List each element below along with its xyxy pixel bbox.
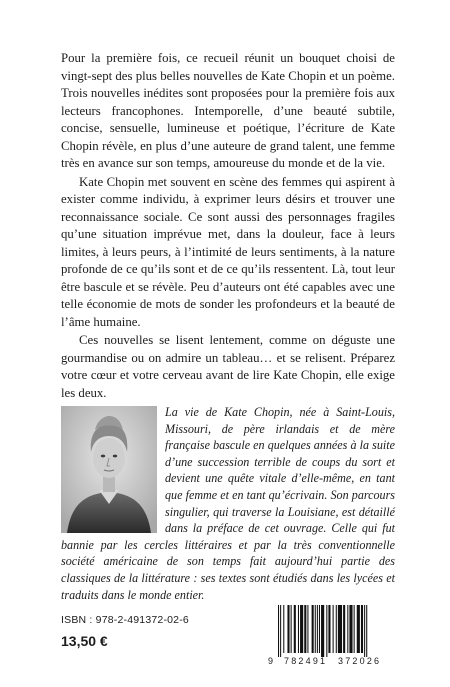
barcode-bar xyxy=(283,605,284,653)
author-bio-text: La vie de Kate Chopin, née à Saint-Louis, Missouri, de père irlandais et de mère française bascule en quelques années à la suite d’une succession terrible de coups du sort et devient une quête vitale d’elle-même, en tant que femme et en tant qu’écrivain. Son parcours singulier, qui traverse la Louisiane, est détaillé dans la préface de cet ouvrage. Celle qui fut bannie par les cercles littéraires et par la très conventionnelle société américaine de son temps fait aujourd’hui partie des classiques de la littérature : ses textes sont étudiés dans les lycées et traduits dans le monde entier. xyxy=(61,405,395,602)
author-portrait-image xyxy=(61,406,157,533)
barcode-bar xyxy=(349,605,352,653)
barcode-bar xyxy=(328,605,330,653)
intro-paragraph-1: Pour la première fois, ce recueil réunit un bouquet choisi de vingt-sept des plus belles nouvelles de Kate Chopin et un poème. Trois nouvelles inédites sont proposées pour la première fois aux lecteurs francophones. Intemporelle, d’une beauté subtile, concise, sensuelle, lumineuse et poétique, l’écriture de Kate Chopin révèle, en plus d’une auteure de grand talent, une femme très en avance sur son temps, amoureuse du monde et de la vie. xyxy=(61,51,395,170)
barcode-bar xyxy=(307,605,308,653)
barcode-bar xyxy=(366,605,367,657)
isbn-label: ISBN : 978-2-491372-02-6 xyxy=(61,614,189,626)
barcode-bar xyxy=(321,605,324,657)
barcode-bar xyxy=(354,605,355,653)
barcode-bar xyxy=(336,605,337,653)
barcode-bar xyxy=(317,605,318,653)
ean-barcode xyxy=(268,605,392,667)
barcode-bar xyxy=(298,605,299,653)
author-bio-section xyxy=(61,404,395,603)
barcode-bar xyxy=(304,605,306,653)
barcode-bar xyxy=(319,605,320,653)
barcode-bar xyxy=(364,605,365,657)
intro-paragraph-2: Kate Chopin met souvent en scène des femmes qui aspirent à exister comme individu, à exprimer leurs désirs et trouver une reconnaissance sociale. Ce sont aussi des personnages fragiles qu’une situation imprévue met, dans la douleur, face à leurs limites, à leurs peurs, à l’intimité de leurs sentiments, à la nature profonde de ce qu’ils sont et de ce qu’ils ressentent. Là, tout leur être bascule et se révèle. Peu d’auteurs ont été capables avec une telle économie de mots de sonder les profondeurs et la beauté de l’âme humaine. xyxy=(61,174,395,329)
barcode-bar xyxy=(278,605,279,657)
barcode-group-2: 372026 xyxy=(338,656,382,666)
barcode-left-digit: 9 xyxy=(268,656,274,666)
barcode-bar xyxy=(312,605,314,653)
barcode-bar xyxy=(315,605,316,653)
barcode-bar xyxy=(291,605,292,653)
intro-paragraph-3: Ces nouvelles se lisent lentement, comme on déguste une gourmandise ou on admire un tableau… et se relisent. Préparez votre cœur et votre cerveau avant de lire Kate Chopin, elle exige les deux. xyxy=(61,333,395,400)
barcode-bar xyxy=(300,605,303,653)
barcode-bar xyxy=(357,605,360,653)
barcode-bar xyxy=(333,605,334,653)
barcode-bar xyxy=(343,605,345,653)
barcode-bars xyxy=(268,605,392,657)
price-label: 13,50 € xyxy=(61,633,108,649)
back-cover-text xyxy=(61,50,395,402)
barcode-bar xyxy=(294,605,296,653)
barcode-bar xyxy=(280,605,281,657)
barcode-bar xyxy=(361,605,363,653)
barcode-bar xyxy=(338,605,342,653)
barcode-bar xyxy=(347,605,348,653)
barcode-bar xyxy=(287,605,289,653)
barcode-group-1: 782491 xyxy=(284,656,328,666)
barcode-bar xyxy=(326,605,327,657)
